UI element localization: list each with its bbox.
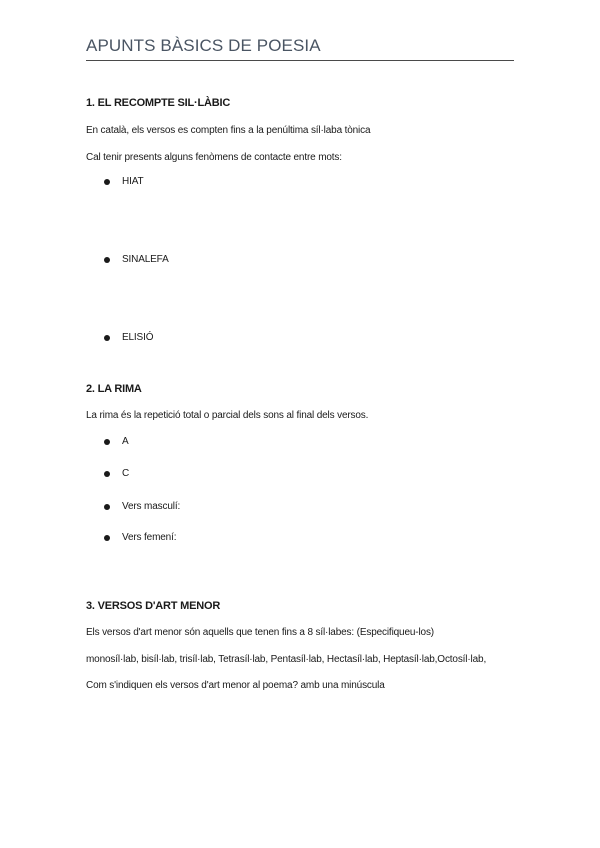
paragraph-contact-phenomena: Cal tenir presents alguns fenòmens de contacte entre mots:	[86, 152, 342, 163]
bullet-icon	[104, 504, 110, 510]
bullet-icon	[104, 471, 110, 477]
list-item-label: Vers femení:	[122, 532, 177, 543]
bullet-icon	[104, 535, 110, 541]
list-item-label: A	[122, 436, 129, 447]
section-heading-syllable-count: 1. EL RECOMPTE SIL·LÀBIC	[86, 97, 231, 109]
list-item-label: SINALEFA	[122, 254, 169, 265]
bullet-icon	[104, 439, 110, 445]
bullet-icon	[104, 335, 110, 341]
paragraph-how-indicated: Com s'indiquen els versos d'art menor al poema? amb una minúscula	[86, 680, 385, 691]
paragraph-syllable-rule: En català, els versos es compten fins a la penúltima síl·laba tònica	[86, 125, 371, 136]
paragraph-verse-types: monosíl·lab, bisíl·lab, trisíl·lab, Tetrasíl·lab, Pentasíl·lab, Hectasíl·lab, Heptasíl·lab,Octosíl·lab,	[86, 654, 487, 665]
section-heading-minor-art-verses: 3. VERSOS D'ART MENOR	[86, 600, 221, 612]
list-item-label: C	[122, 468, 130, 479]
page-title: APUNTS BÀSICS DE POESIA	[86, 36, 321, 55]
bullet-icon	[104, 257, 110, 263]
bullet-icon	[104, 179, 110, 185]
section-heading-rhyme: 2. LA RIMA	[86, 383, 142, 395]
title-underline	[86, 60, 514, 61]
list-item-label: HIAT	[122, 176, 144, 187]
paragraph-rhyme-definition: La rima és la repetició total o parcial dels sons al final dels versos.	[86, 410, 369, 421]
list-item-label: ELISIÓ	[122, 332, 154, 343]
paragraph-minor-art-definition: Els versos d'art menor són aquells que tenen fins a 8 síl·labes: (Especifiqueu-los)	[86, 627, 434, 638]
list-item-label: Vers masculí:	[122, 501, 181, 512]
